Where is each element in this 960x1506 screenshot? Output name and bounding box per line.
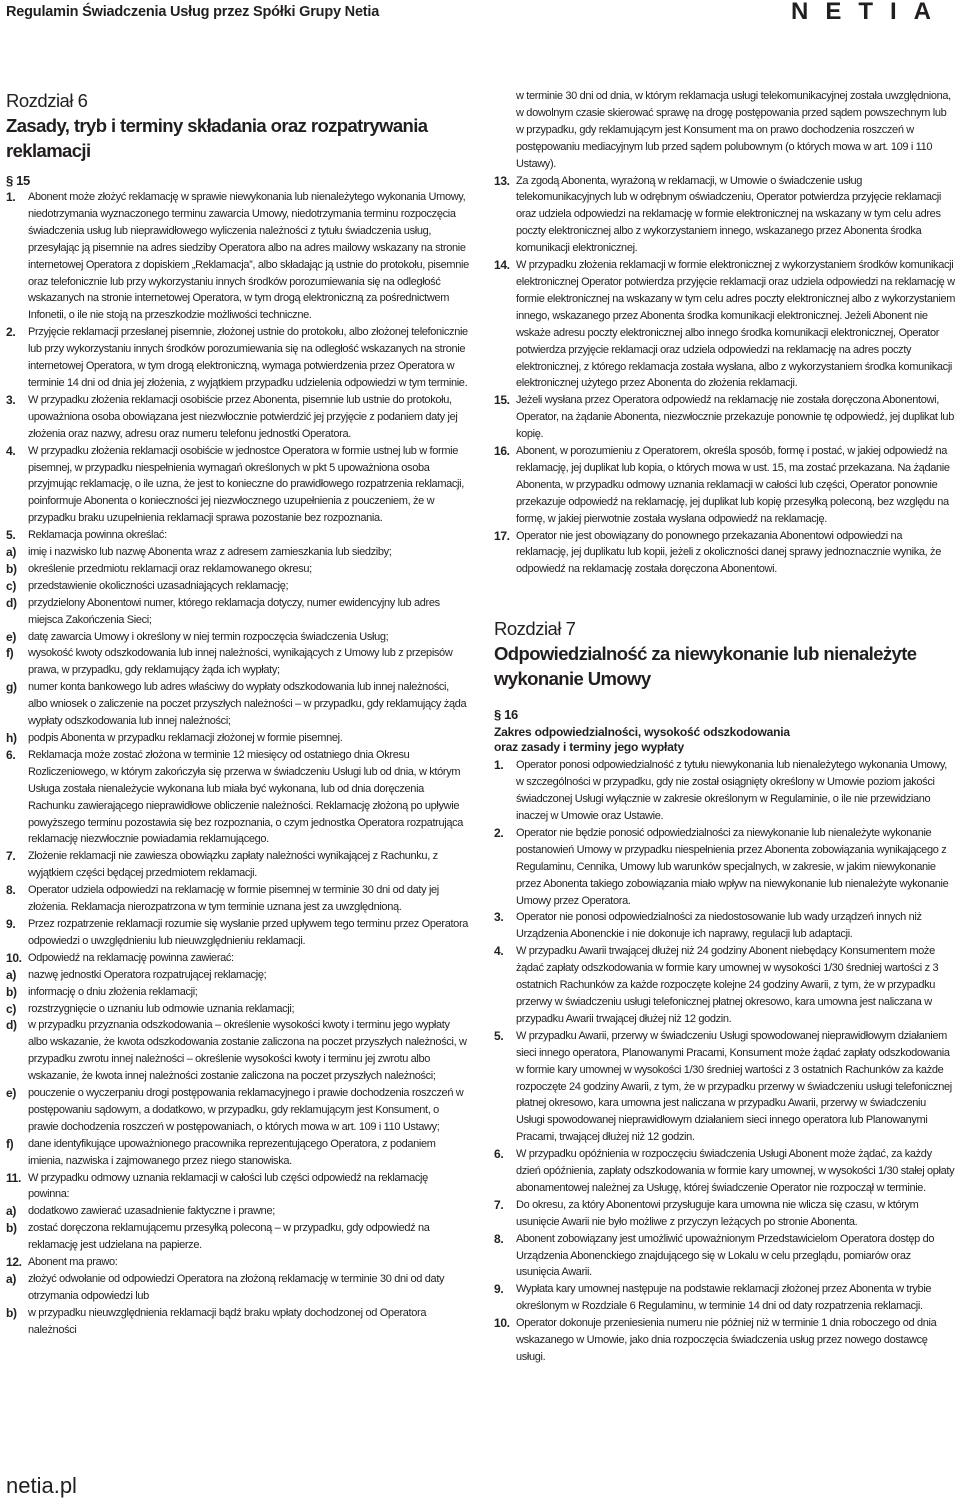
paragraph [6,443,470,528]
sub-item-letter: a) [6,1272,16,1286]
paragraph-number: 2. [6,325,16,340]
paragraph-text: Reklamacja może zostać złożona w terminie 12 miesięcy od ostatniego dnia Okresu Rozliczeniowego, w którym zakończyła się przerwa w świadczeniu Usługi lub od dnia, w którym Usługa została nienależycie wykonana lub miała być wykonana, lub od dnia doręczenia Rachunku zawierającego nieprawidłowe obliczenie należności. Reklamację złożoną po upływie powyższego terminu pozostawia się bez rozpoznania, o czym jednostka Operatora rozpatrująca reklamację niezwłocznie powiadamia reklamującego. [28,748,464,846]
paragraph [494,1231,956,1282]
paragraph-text: W przypadku Awarii, przerwy w świadczeniu Usługi spowodowanej nieprawidłowym działaniem sieci innego operatora, Planowanymi Pracami, Konsument może żądać zapłaty odszkodowania w formie kary umownej w wysokości 1/30 średniej wartości z 3 ostatnich Rachunków za każde rozpoczęte 24 godziny Awarii, z tym, że w przypadku przerwy w świadczeniu usługi telefonicznej płatnej okresowo, kara umowna jest naliczana w przypadku Awarii, przerwy w świadczeniu Usługi spowodowanej nieprawidłowym działaniem sieci innego operatora lub Planowanymi Pracami, trwającej dłużej niż 12 godzin. [516,1029,952,1144]
sub-item-letter: g) [6,680,17,695]
paragraph-body [28,916,470,950]
chapter-7-label: Rozdział 7 [494,618,576,640]
sub-item-letter: d) [6,595,17,610]
paragraph-body [516,392,956,443]
paragraph [494,392,956,443]
continued-paragraph: w terminie 30 dni od dnia, w którym reklamacja usługi telekomunikacyjnej została uwzględniona, w dowolnym czasie skierować sprawę na drogę postępowania przed sądem powszechnym lub w przypadku, gdy reklamującym jest Konsument ma on prawo dochodzenia roszczeń w postępowaniu mediacyjnym lub przed sądem polubownym (o których mowa w art. 109 i 110 Ustawy). [516,90,951,170]
paragraph [6,950,470,967]
paragraph-body [28,443,470,528]
sub-item-text: dane identyfikujące upoważnionego pracownika reprezentującego Operatora, z podaniem imienia, nazwiska i zajmowanego przez niego stanowiska. [28,1137,436,1167]
paragraph [494,757,956,825]
paragraph [494,909,956,943]
paragraph-body [516,257,956,392]
paragraph-text: W przypadku złożenia reklamacji osobiście w jednostce Operatora w formie ustnej lub w formie pisemnej, w przypadku niespełnienia wymagań określonych w pkt 5 upoważniona osoba przyjmując reklamację, o ile uzna, że jest to konieczne do prawidłowego rozpatrzenia reklamacji, poinformuje Abonenta o konieczności jej niezwłocznego uzupełnienia z pouczeniem, że w przypadku braku uzupełnienia reklamacji sprawa pozostanie bez rozpoznania. [28,444,464,525]
sub-item [6,1271,470,1305]
paragraph [6,324,470,392]
paragraph-number: 8. [494,1231,504,1246]
left-column [6,88,470,1339]
sub-item-letter: d) [6,1018,17,1033]
section-16-heading: § 16 [494,707,518,723]
paragraph-number: 9. [494,1282,504,1297]
paragraph-text: Operator udziela odpowiedzi na reklamację w formie pisemnej w terminie 30 dni od daty jej złożenia. Reklamacja nierozpatrzona w tym terminie uznana jest za uwzględnioną. [28,884,439,914]
document-header-title: Regulamin Świadczenia Usług przez Spółki Grupy Netia [6,4,380,20]
sub-item-text: złożyć odwołanie od odpowiedzi Operatora na złożoną reklamację w terminie 30 dni od daty otrzymania odpowiedzi lub [28,1273,445,1302]
paragraph-body [516,825,956,910]
paragraph [494,1281,956,1315]
sub-item [6,544,470,561]
sub-item-text: przedstawienie okoliczności uzasadniających reklamację; [28,579,289,592]
paragraph-number: 16. [494,444,510,459]
paragraph-number: 1. [6,190,16,204]
paragraph [6,1170,470,1204]
sub-item-text: informację o dniu złożenia reklamacji; [28,985,198,998]
paragraph-number: 4. [6,443,16,458]
sub-item-text: datę zawarcia Umowy i określony w niej termin rozpoczęcia świadczenia Usług; [28,630,389,643]
paragraph-number: 8. [6,883,16,898]
paragraph-text: Przyjęcie reklamacji przesłanej pisemnie, złożonej ustnie do protokołu, albo złożonej telefonicznie lub przy wykorzystaniu innych środków porozumiewania się na odległość wskazanych na stronie internetowej Operatora, w tym drogą elektroniczną, wymaga potwierdzenia przez Operatora w terminie 14 dni od dnia jej złożenia, z wyjątkiem przypadku udzielenia odpowiedzi w tym terminie. [28,326,468,389]
paragraph-body [516,1197,956,1231]
paragraph-body [28,1254,470,1271]
paragraph [494,1197,956,1231]
paragraph [494,825,956,910]
paragraph-text: Jeżeli wysłana przez Operatora odpowiedź na reklamację nie została doręczona Abonentowi, Operator, na żądanie Abonenta, niezwłocznie przekazuje ponownie tę odpowiedź, jej duplikat lub kopię. [516,394,954,441]
sub-item-letter: a) [6,545,16,560]
paragraph-number: 5. [6,528,16,543]
paragraph [494,173,956,258]
sub-item-text: numer konta bankowego lub adres właściwy do wypłaty odszkodowania lub innej należności, albo wniosek o zaliczenie na poczet przyszłych należności – w przypadku, gdy reklamujący żąda wypłaty odszkodowania lub innej należności; [28,681,467,728]
chapter-7-paragraph-list [494,757,956,1366]
sub-item-text: przydzielony Abonentowi numer, którego reklamacja dotyczy, numer ewidencyjny lub adres miejsca Zakończenia Sieci; [28,596,440,626]
paragraph-body [28,392,470,443]
left-paragraph-list [6,189,470,1339]
sub-item-text: pouczenie o wyczerpaniu drogi postępowania reklamacyjnego i prawie dochodzenia roszczeń w postępowaniu sądowym, a dodatkowo, w przypadku, gdy reklamującym jest Konsument, o prawie dochodzenia roszczeń w postępowaniach, o których mowa w art. 109 i 110 Ustawy; [28,1087,464,1133]
sub-item [6,1085,470,1136]
paragraph-number: 14. [494,258,510,273]
sub-item-text: w przypadku nieuwzględnienia reklamacji bądź braku wpłaty dochodzonej od Operatora należności [28,1306,427,1336]
paragraph-text: Abonent ma prawo: [28,1256,118,1269]
sub-item-text: dodatkowo zawierać uzasadnienie faktyczne i prawne; [28,1205,275,1218]
paragraph-number: 4. [494,944,504,959]
sub-item-letter: c) [6,1001,16,1016]
paragraph [6,527,470,544]
sub-item [6,561,470,578]
sub-item-text: nazwę jednostki Operatora rozpatrującej reklamację; [28,968,267,981]
paragraph-body [516,1146,956,1197]
sub-item [6,1017,470,1085]
paragraph [494,1315,956,1366]
paragraph-number: 10. [6,950,22,965]
sub-item-letter: a) [6,1204,16,1219]
section-16-subtitle-line-2: oraz zasady i terminy jego wypłaty [494,740,684,755]
paragraph [494,443,956,528]
paragraph [494,528,956,579]
sub-item-text: podpis Abonenta w przypadku reklamacji złożonej w formie pisemnej. [28,732,343,744]
paragraph-number: 10. [494,1316,510,1331]
sub-item [6,730,470,747]
paragraph [6,747,470,848]
section-16-subtitle-line-1: Zakres odpowiedzialności, wysokość odszkodowania [494,725,790,740]
paragraph-number: 6. [494,1147,504,1162]
paragraph-text: Do okresu, za który Abonentowi przysługuje kara umowna nie wlicza się czasu, w którym usunięcie Awarii nie było możliwe z przyczyn leżących po stronie Abonenta. [516,1198,919,1228]
paragraph-text: Abonent zobowiązany jest umożliwić upoważnionym Przedstawicielom Operatora dostęp do Urządzenia Abonenckiego znajdującego się w Lokalu w celu przeglądu, pomiarów oraz usunięcia Awarii. [516,1232,935,1279]
paragraph-text: Abonent może złożyć reklamację w sprawie niewykonania lub nienależytego wykonania Umowy, niedotrzymania wyznaczonego terminu zawarcia Umowy, niedotrzymania terminu rozpoczęcia świadczenia usług lub nieprawidłowego wyliczenia należności z tytułu świadczenia usług, przesyłając ją pisemnie na adres siedziby Operatora albo na adres mailowy wskazany na stronie internetowej Operatora z dopiskiem „Reklamacja”, albo składając ją ustnie do protokołu, pisemnie oraz telefonicznie lub przy wykorzystaniu innych środków porozumiewania się na odległość wskazanych na stronie internetowej Operatora, w tym drogą elektroniczną za pośrednictwem Infonetii, o ile nie stoją na przeszkodzie możliwości techniczne. [28,191,469,322]
paragraph-body [516,173,956,258]
paragraph [6,1254,470,1271]
paragraph-text: Złożenie reklamacji nie zawiesza obowiązku zapłaty należności wynikającej z Rachunku, z wyjątkiem części będącej przedmiotem reklamacji. [28,850,438,880]
paragraph-body [28,848,470,882]
sub-item-letter: b) [6,561,17,576]
sub-item [6,645,470,679]
paragraph-number: 7. [494,1197,504,1212]
sub-item-text: określenie przedmiotu reklamacji oraz reklamowanego okresu; [28,562,312,575]
sub-item-letter: b) [6,984,17,999]
paragraph-body [28,950,470,967]
paragraph [6,189,470,324]
paragraph-body [28,747,470,848]
sub-item-letter: h) [6,731,17,745]
sub-item [6,1001,470,1018]
sub-item-letter: e) [6,1086,16,1101]
sub-item-letter: b) [6,1305,17,1320]
paragraph [6,882,470,916]
sub-item-letter: e) [6,629,16,644]
sub-item-letter: f) [6,646,14,661]
paragraph-text: W przypadku opóźnienia w rozpoczęciu świadczenia Usługi Abonent może żądać, za każdy dzień opóźnienia, zapłaty odszkodowania w formie kary umownej, w wysokości 1/30 stałej opłaty abonamentowej należnej za Usługę, której świadczenie Operator nie rozpoczął w terminie. [516,1148,955,1194]
paragraph [6,848,470,882]
paragraph [494,257,956,392]
right-paragraph-list [494,173,956,579]
paragraph-number: 6. [6,747,16,762]
paragraph-number: 15. [494,393,510,408]
paragraph-body [516,1028,956,1146]
right-column [494,88,956,1366]
paragraph-body [516,1281,956,1315]
paragraph-text: Odpowiedź na reklamację powinna zawierać: [28,951,234,964]
paragraph-number: 2. [494,825,504,840]
paragraph-body [516,1231,956,1282]
paragraph-text: Abonent, w porozumieniu z Operatorem, określa sposób, formę i postać, w jakiej odpowiedź na reklamację, jej duplikat lub kopia, o których mowa w ust. 15, ma zostać przekazana. Na żądanie Abonenta, w przypadku odmowy uznania reklamacji w całości lub części, Operator ponownie przekazuje odpowiedź na reklamację, jej duplikat lub kopię przesyłką poleconą, bez względu na formę, w jakiej pierwotnie została wysłana odpowiedź na reklamację. [516,445,950,525]
sub-item [6,679,470,730]
paragraph [494,1146,956,1197]
paragraph [6,392,470,443]
paragraph [494,1028,956,1146]
sub-item [6,1220,470,1254]
paragraph-number: 1. [494,758,504,773]
paragraph-body [516,443,956,528]
paragraph-text: Operator nie jest obowiązany do ponownego przekazania Abonentowi odpowiedzi na reklamację, jej duplikatu lub kopii, jeżeli z okoliczności danej sprawy jednoznacznie wynika, że odpowiedź na reklamację została doręczona Abonentowi. [516,529,941,576]
paragraph-body [28,324,470,392]
paragraph-text: Operator nie ponosi odpowiedzialności za niedostosowanie lub wady urządzeń innych niż Urządzenia Abonenckie i nie dokonuje ich naprawy, regulacji lub adaptacji. [516,911,922,941]
paragraph-number: 11. [6,1170,21,1185]
paragraph-number: 13. [494,173,510,188]
paragraph-text: Za zgodą Abonenta, wyrażoną w reklamacji, w Umowie o świadczenie usług telekomunikacyjnych lub w odrębnym oświadczeniu, Operator potwierdza przyjęcie reklamacji oraz udziela odpowiedzi na reklamację w formie elektronicznej na wskazany w tym celu adres poczty elektronicznej albo z wykorzystaniem innego, wskazanego przez Abonenta środka komunikacji elektronicznej. [516,174,941,255]
paragraph-body [28,189,470,324]
paragraph-body [28,882,470,916]
sub-item [6,595,470,629]
paragraph-number: 7. [6,849,16,864]
paragraph-body [516,528,956,579]
sub-item [6,629,470,646]
paragraph-body [516,943,956,1028]
paragraph-body [28,1170,470,1204]
paragraph-number: 3. [6,392,16,407]
sub-item [6,578,470,595]
paragraph-number: 5. [494,1028,504,1043]
chapter-7-title: Odpowiedzialność za niewykonanie lub nienależyte wykonanie Umowy [494,643,917,690]
paragraph-text: Operator nie będzie ponosić odpowiedzialności za niewykonanie lub nienależyte wykonanie postanowień Umowy w przypadku niespełnienia przez Abonenta zobowiązania wynikającego z Regulaminu, Cennika, Umowy lub warunków specjalnych, w zakresie, w jakim niewykonanie przez Abonenta takiego zobowiązania miało wpływ na niewykonanie lub nienależyte wykonanie Umowy przez Operatora. [516,826,949,907]
sub-item-text: wysokość kwoty odszkodowania lub innej należności, wynikających z Umowy lub z przepisów prawa, w przypadku, gdy reklamujący żąda ich wypłaty; [28,647,453,677]
paragraph-text: W przypadku Awarii trwającej dłużej niż 24 godziny Abonent niebędący Konsumentem może żądać zapłaty odszkodowania w formie kary umownej w wysokości 1/30 średniej wartości z 3 ostatnich Rachunków za każde rozpoczęte kolejne 24 godziny Awarii, z tym, że w przypadku przerwy w świadczeniu usługi telefonicznej płatnej okresowo, kara umowna jest naliczana w przypadku Awarii trwającej dłużej niż 12 godzin. [516,945,939,1025]
paragraph-number: 17. [494,528,510,543]
sub-item-letter: c) [6,578,16,593]
section-16-subtitle [494,725,956,755]
paragraph-number: 12. [6,1255,22,1270]
sub-item-text: w przypadku przyznania odszkodowania – określenie wysokości kwoty i terminu jego wypłaty albo wskazanie, że kwota odszkodowania zostanie zaliczona na poczet przyszłych należności, w przypadku zwrotu innej należności – określenie wysokości kwoty i terminu jej zwrotu albo wskazanie, że kwota innej należności zostanie zaliczona na poczet przyszłych należności; [28,1019,467,1083]
sub-item [6,1305,470,1339]
paragraph-number: 9. [6,916,16,931]
paragraph-text: W przypadku odmowy uznania reklamacji w całości lub części odpowiedź na reklamację powinna: [28,1171,428,1201]
sub-item [6,967,470,984]
paragraph-text: Przez rozpatrzenie reklamacji rozumie się wysłanie przed upływem tego terminu przez Operatora odpowiedzi o uwzględnieniu lub nieuwzględnieniu reklamacji. [28,917,469,947]
sub-item [6,1136,470,1170]
paragraph-body [516,1315,956,1366]
sub-item [6,984,470,1001]
sub-item-letter: f) [6,1136,14,1151]
paragraph-text: W przypadku złożenia reklamacji w formie elektronicznej z wykorzystaniem środków komunikacji elektronicznej Operator potwierdza przyjęcie reklamacji oraz udziela odpowiedzi na reklamację w formie elektronicznej na wskazany w tym celu adres poczty elektronicznej albo z wykorzystaniem innego, wskazanego przez Abonenta środka komunikacji elektronicznej. Jeżeli Abonent nie wskaże adresu poczty elektronicznej albo innego środka komunikacji elektronicznej, Operator potwierdza przyjęcie reklamacji oraz udziela odpowiedzi na reklamację na adres poczty elektronicznej, z którego reklamacja została wysłana, albo z wykorzystaniem środka komunikacji elektronicznej użytego przez Abonenta do złożenia reklamacji. [516,259,956,390]
chapter-6-title: Zasady, tryb i terminy składania oraz rozpatrywania reklamacji [6,115,428,161]
chapter-6-label: Rozdział 6 [6,90,88,111]
section-15-heading: § 15 [6,173,30,188]
paragraph-number: 3. [494,910,504,925]
paragraph-body [28,527,470,544]
paragraph [6,916,470,950]
paragraph-text: W przypadku złożenia reklamacji osobiście przez Abonenta, pisemnie lub ustnie do protokołu, upoważniona osoba obowiązana jest niezwłocznie potwierdzić jej przyjęcie z podaniem daty jej złożenia oraz nazwy, adresu oraz numeru telefonu jednostki Operatora. [28,393,458,440]
paragraph-text: Operator ponosi odpowiedzialność z tytułu niewykonania lub nienależytego wykonania Umowy, w szczególności w przypadku, gdy nie został osiągnięty określony w Umowie poziom jakości świadczonej Usługi wyłącznie w zakresie określonym w Regulaminie, o ile nie przewidziano inaczej w Umowie oraz Ustawie. [516,759,947,822]
paragraph [494,943,956,1028]
sub-item-letter: b) [6,1221,17,1236]
paragraph-text: Wypłata kary umownej następuje na podstawie reklamacji złożonej przez Abonenta w trybie określonym w Rozdziale 6 Regulaminu, w terminie 14 dni od daty rozpatrzenia reklamacji. [516,1283,932,1313]
footer-website-link[interactable]: netia.pl [6,1473,77,1498]
paragraph-text: Operator dokonuje przeniesienia numeru nie później niż w terminie 1 dnia roboczego od dnia wskazanego w Umowie, jako dnia rozpoczęcia świadczenia usług przez nowego dostawcę usługi. [516,1317,937,1363]
sub-item-text: zostać doręczona reklamującemu przesyłką poleconą – w przypadku, gdy odpowiedź na reklamację jest udzielana na papierze. [28,1222,430,1252]
sub-item-text: rozstrzygnięcie o uznaniu lub odmowie uznania reklamacji; [28,1002,295,1015]
sub-item-text: imię i nazwisko lub nazwę Abonenta wraz z adresem zamieszkania lub siedziby; [28,546,392,559]
netia-logo: NETIA [791,0,948,25]
sub-item-letter: a) [6,967,16,982]
paragraph-body [516,909,956,943]
sub-item [6,1203,470,1220]
paragraph-body [516,757,956,825]
paragraph-text: Reklamacja powinna określać: [28,529,167,542]
